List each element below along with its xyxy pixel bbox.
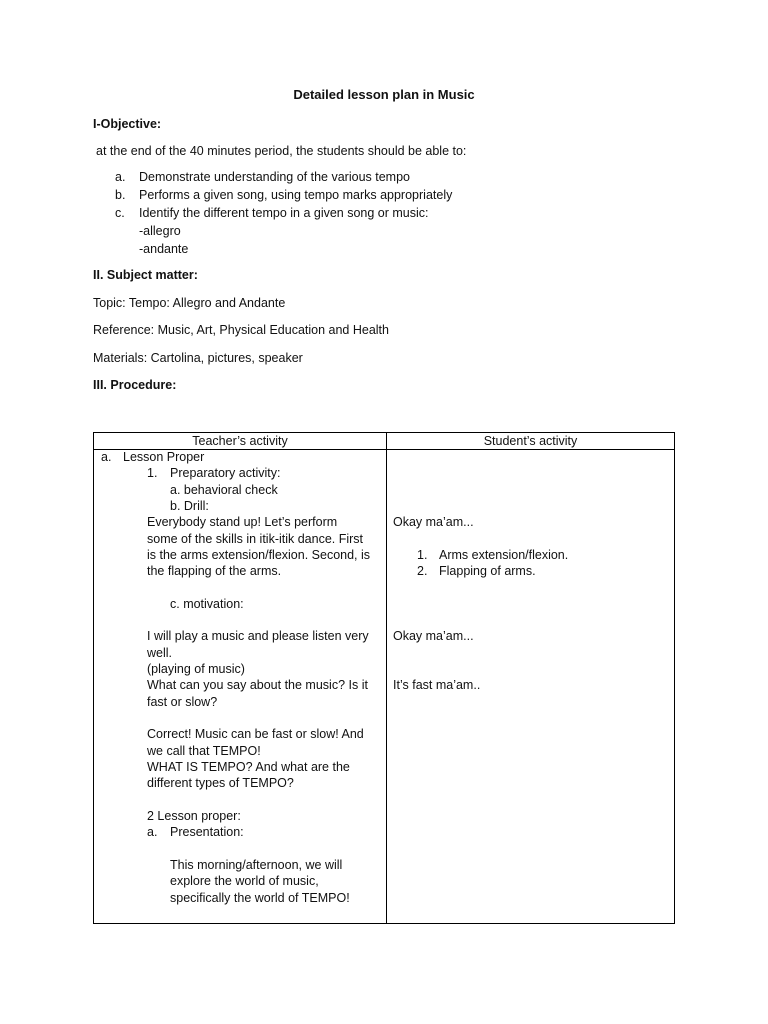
student-answer-text: Arms extension/flexion.: [439, 548, 569, 562]
list-subitem: [115, 240, 615, 258]
list-item: [115, 186, 615, 204]
drill-label: b. Drill:: [170, 499, 209, 513]
correct-text-line: WHAT IS TEMPO? And what are the: [147, 760, 350, 774]
motivation-label: c. motivation:: [170, 597, 244, 611]
presentation-text-line: explore the world of music,: [170, 874, 319, 888]
lesson-proper-2-label: 2 Lesson proper:: [147, 809, 241, 823]
activity-table: [93, 432, 675, 924]
student-answer-marker: 1.: [417, 548, 428, 562]
correct-text-line: we call that TEMPO!: [147, 744, 261, 758]
subitem-andante: -andante: [139, 242, 189, 256]
presentation-label: Presentation:: [170, 825, 244, 839]
music-text-line: fast or slow?: [147, 695, 218, 709]
list-text: Identify the different tempo in a given song or music:: [139, 206, 429, 220]
list-marker: a.: [115, 170, 126, 184]
music-text-line: well.: [147, 646, 173, 660]
objective-list: [115, 168, 615, 258]
objective-heading: I-Objective:: [93, 117, 162, 131]
subitem-allegro: -allegro: [139, 224, 181, 238]
drill-text-line: is the arms extension/flexion. Second, is: [147, 548, 371, 562]
correct-text-line: Correct! Music can be fast or slow! And: [147, 727, 364, 741]
presentation-text-line: This morning/afternoon, we will: [170, 858, 343, 872]
list-subitem: [115, 222, 615, 240]
list-marker: c.: [115, 206, 125, 220]
drill-text-line: some of the skills in itik-itik dance. First: [147, 532, 364, 546]
list-item: [115, 204, 615, 222]
subject-matter-heading: II. Subject matter:: [93, 268, 198, 282]
list-text: Demonstrate understanding of the various tempo: [139, 170, 410, 184]
music-text-line: I will play a music and please listen very: [147, 629, 369, 643]
list-text: Performs a given song, using tempo marks appropriately: [139, 188, 453, 202]
reference-line: Reference: Music, Art, Physical Education and Health: [93, 323, 389, 337]
student-answer-marker: 2.: [417, 564, 428, 578]
objective-intro: at the end of the 40 minutes period, the students should be able to:: [96, 144, 467, 158]
presentation-text-line: specifically the world of TEMPO!: [170, 891, 350, 905]
student-fast-answer: It’s fast ma’am..: [393, 678, 481, 692]
drill-text-line: Everybody stand up! Let’s perform: [147, 515, 338, 529]
column-divider: [386, 433, 387, 923]
header-student-activity: Student’s activity: [483, 434, 578, 448]
student-okay-2: Okay ma’am...: [393, 629, 474, 643]
student-okay-1: Okay ma’am...: [393, 515, 474, 529]
presentation-marker: a.: [147, 825, 158, 839]
procedure-heading: III. Procedure:: [93, 378, 177, 392]
lesson-proper-label: Lesson Proper: [123, 450, 205, 464]
list-marker: b.: [115, 188, 126, 202]
preparatory-label: Preparatory activity:: [170, 466, 281, 480]
correct-text-line: different types of TEMPO?: [147, 776, 294, 790]
music-text-line: (playing of music): [147, 662, 245, 676]
list-item: [115, 168, 615, 186]
drill-text-line: the flapping of the arms.: [147, 564, 282, 578]
behavioral-check: a. behavioral check: [170, 483, 278, 497]
music-text-line: What can you say about the music? Is it: [147, 678, 368, 692]
topic-line: Topic: Tempo: Allegro and Andante: [93, 296, 286, 310]
document-title: Detailed lesson plan in Music: [293, 87, 475, 102]
materials-line: Materials: Cartolina, pictures, speaker: [93, 351, 303, 365]
header-teacher-activity: Teacher’s activity: [192, 434, 288, 448]
student-answer-text: Flapping of arms.: [439, 564, 536, 578]
preparatory-marker: 1.: [147, 466, 158, 480]
lesson-proper-marker: a.: [101, 450, 112, 464]
